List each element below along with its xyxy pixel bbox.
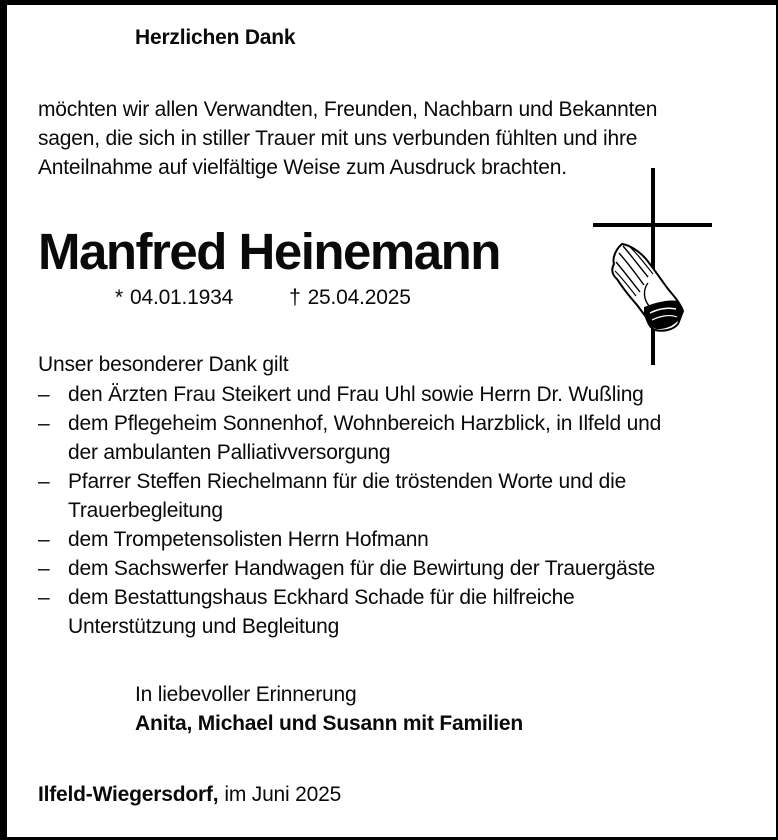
list-item-line: Trauerbegleitung: [68, 499, 223, 522]
bullet-dash: –: [38, 412, 50, 435]
family-line: Anita, Michael und Susann mit Familien: [135, 712, 523, 735]
thanks-intro: Unser besonderer Dank gilt: [38, 353, 289, 376]
list-item-line: der ambulanten Palliativversorgung: [68, 441, 391, 464]
birth-symbol: *: [115, 286, 123, 309]
death-symbol: †: [289, 286, 301, 309]
list-item-text: [68, 409, 661, 467]
list-item-text: [68, 467, 626, 525]
list-item-line: Pfarrer Steffen Riechelmann für die tröstenden Worte und die: [68, 470, 627, 493]
intro-paragraph: [38, 95, 657, 182]
place-date-line: [38, 780, 341, 809]
bullet-dash: –: [38, 383, 50, 406]
birth-date: 04.01.1934: [129, 286, 234, 309]
cross-horizontal-beam-icon: [593, 223, 712, 227]
list-item-text: [68, 554, 655, 583]
list-item-text: [68, 583, 575, 641]
page-title: Herzlichen Dank: [135, 26, 296, 49]
life-dates: [115, 283, 411, 312]
list-item-text: [68, 525, 429, 554]
death-date: 25.04.2025: [307, 286, 411, 309]
list-item-text: [68, 380, 644, 409]
bullet-dash: –: [38, 586, 50, 609]
list-item: [38, 583, 661, 641]
deceased-name: Manfred Heinemann: [38, 223, 500, 280]
intro-line: möchten wir allen Verwandten, Freunden, Nachbarn und Bekannten: [38, 98, 658, 121]
list-item: [38, 467, 661, 525]
memory-line: In liebevoller Erinnerung: [135, 683, 357, 706]
list-item: [38, 380, 661, 409]
bullet-dash: –: [38, 528, 50, 551]
notice-date: im Juni 2025: [224, 783, 342, 806]
place-name: Ilfeld-Wiegersdorf,: [38, 783, 219, 806]
list-item-line: dem Sachswerfer Handwagen für die Bewirtung der Trauergäste: [68, 557, 656, 580]
list-item-line: den Ärzten Frau Steikert und Frau Uhl sowie Herrn Dr. Wußling: [68, 383, 644, 406]
praying-hands-icon: [610, 241, 694, 333]
closing-block: [135, 680, 523, 738]
bullet-dash: –: [38, 470, 50, 493]
list-item-line: dem Bestattungshaus Eckhard Schade für die hilfreiche: [68, 586, 575, 609]
list-item-line: dem Trompetensolisten Herrn Hofmann: [68, 528, 429, 551]
list-item: [38, 409, 661, 467]
intro-line: Anteilnahme auf vielfältige Weise zum Ausdruck brachten.: [38, 156, 567, 179]
list-item: [38, 554, 661, 583]
intro-line: sagen, die sich in stiller Trauer mit uns verbunden fühlten und ihre: [38, 127, 638, 150]
bullet-dash: –: [38, 557, 50, 580]
list-item-line: Unterstützung und Begleitung: [68, 615, 340, 638]
thanks-list: [38, 380, 661, 641]
list-item: [38, 525, 661, 554]
list-item-line: dem Pflegeheim Sonnenhof, Wohnbereich Harzblick, in Ilfeld und: [68, 412, 662, 435]
